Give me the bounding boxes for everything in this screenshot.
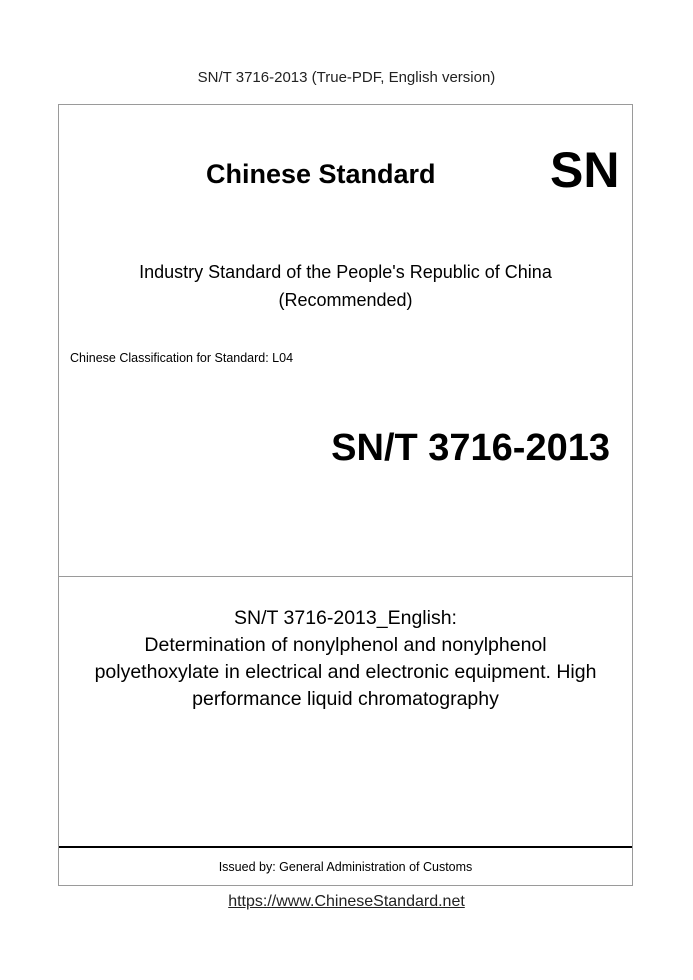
document-title-line: SN/T 3716-2013_English: (234, 607, 457, 629)
issuer-text: Issued by: General Administration of Customs (218, 860, 473, 874)
classification-label: Chinese Classification for Standard: L04 (70, 351, 294, 365)
website-link[interactable]: https://www.ChineseStandard.net (228, 893, 465, 910)
subtitle-line-2: (Recommended) (278, 290, 413, 310)
document-title-line: Determination of nonylphenol and nonylphenol (144, 634, 547, 656)
standard-mark: SN (550, 142, 620, 198)
document-title (59, 605, 632, 713)
document-title-line: performance liquid chromatography (192, 688, 499, 710)
issuer-section (59, 846, 632, 886)
document-title-section (59, 577, 632, 845)
document-title-line: polyethoxylate in electrical and electronic equipment. High (94, 661, 597, 683)
cover-frame (58, 104, 633, 886)
cover-top-section (59, 105, 632, 577)
page-header: SN/T 3716-2013 (True-PDF, English version) (197, 69, 496, 86)
subtitle-line-1: Industry Standard of the People's Republic of China (139, 262, 552, 282)
standard-number: SN/T 3716-2013 (331, 427, 610, 469)
cover-subtitle (59, 258, 632, 314)
cover-title: Chinese Standard (206, 159, 436, 189)
